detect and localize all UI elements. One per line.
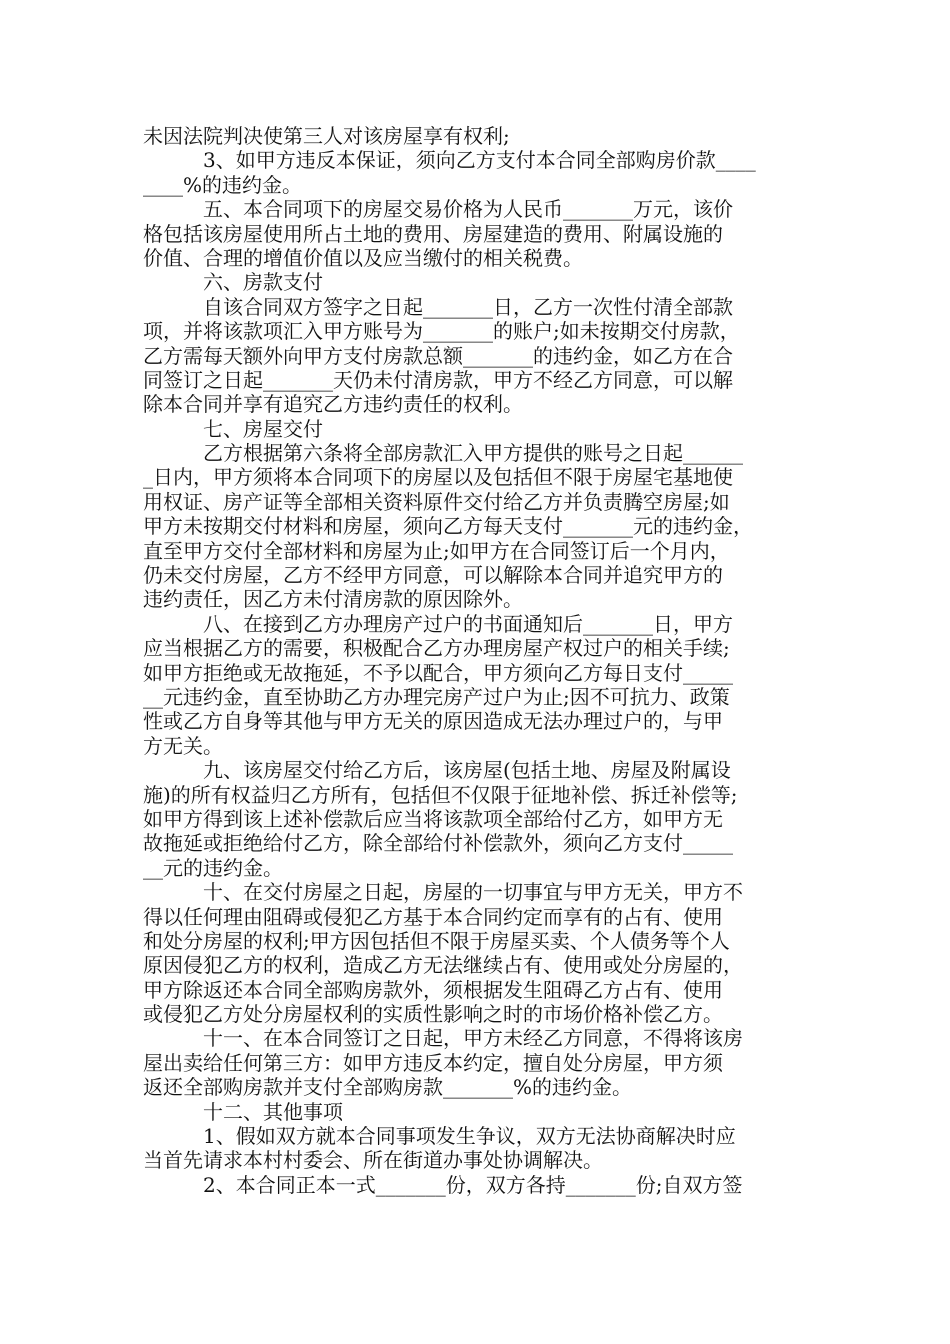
contract-text-body — [143, 124, 811, 1197]
contract-text-line: 施)的所有权益归乙方所有，包括但不仅限于征地补偿、拆迁补偿等; — [143, 782, 738, 807]
contract-text-line: 仍未交付房屋，乙方不经甲方同意，可以解除本合同并追究甲方的 — [143, 563, 723, 588]
contract-text-line: ____%的违约金。 — [143, 172, 303, 197]
contract-text-line: 违约责任，因乙方未付清房款的原因除外。 — [143, 587, 523, 612]
contract-text-line: 十一、在本合同签订之日起，甲方未经乙方同意，不得将该房 — [203, 1026, 743, 1051]
contract-text-line: 十二、其他事项 — [203, 1099, 343, 1124]
contract-text-line: 如甲方得到该上述补偿款后应当将该款项全部给付乙方，如甲方无 — [143, 806, 723, 831]
contract-text-line: 同签订之日起_______天仍未付清房款，甲方不经乙方同意，可以解 — [143, 367, 733, 392]
contract-text-line: _日内，甲方须将本合同项下的房屋以及包括但不限于房屋宅基地使 — [143, 465, 733, 490]
contract-text-line: __元的违约金。 — [143, 855, 283, 880]
contract-text-line: 用权证、房产证等全部相关资料原件交付给乙方并负责腾空房屋;如 — [143, 489, 730, 514]
contract-text-line: 价值、合理的增值价值以及应当缴付的相关税费。 — [143, 245, 583, 270]
contract-text-line: 得以任何理由阻碍或侵犯乙方基于本合同约定而享有的占有、使用 — [143, 904, 723, 929]
contract-text-line: 九、该房屋交付给乙方后，该房屋(包括土地、房屋及附属设 — [203, 758, 731, 783]
contract-text-line: 返还全部购房款并支付全部购房款_______%的违约金。 — [143, 1075, 633, 1100]
contract-text-line: 性或乙方自身等其他与甲方无关的原因造成无法办理过户的，与甲 — [143, 709, 723, 734]
contract-text-line: 方无关。 — [143, 733, 223, 758]
contract-text-line: 自该合同双方签字之日起_______日，乙方一次性付清全部款 — [203, 294, 733, 319]
contract-text-line: 3、如甲方违反本保证，须向乙方支付本合同全部购房价款____ — [203, 148, 756, 173]
contract-text-line: 乙方需每天额外向甲方支付房款总额_______的违约金，如乙方在合 — [143, 343, 733, 368]
contract-text-line: 或侵犯乙方处分房屋权利的实质性影响之时的市场价格补偿乙方。 — [143, 1002, 723, 1027]
contract-text-line: 故拖延或拒绝给付乙方，除全部给付补偿款外，须向乙方支付_____ — [143, 831, 733, 856]
contract-text-line: 五、本合同项下的房屋交易价格为人民币_______万元，该价 — [203, 197, 733, 222]
contract-text-line: 十、在交付房屋之日起，房屋的一切事宜与甲方无关，甲方不 — [203, 880, 743, 905]
contract-text-line: 七、房屋交付 — [203, 416, 323, 441]
contract-text-line: 六、房款支付 — [203, 270, 323, 295]
contract-text-line: 当首先请求本村村委会、所在街道办事处协调解决。 — [143, 1148, 603, 1173]
contract-text-line: 和处分房屋的权利;甲方因包括但不限于房屋买卖、个人债务等个人 — [143, 928, 730, 953]
contract-text-page — [143, 124, 811, 1197]
contract-text-line: 1、假如双方就本合同事项发生争议，双方无法协商解决时应 — [203, 1124, 736, 1149]
contract-text-line: 甲方除返还本合同全部购房款外，须根据发生阻碍乙方占有、使用 — [143, 977, 723, 1002]
contract-text-line: 项，并将该款项汇入甲方账号为_______的账户;如未按期交付房款， — [143, 319, 740, 344]
contract-text-line: __元违约金，直至协助乙方办理完房产过户为止;因不可抗力、政策 — [143, 684, 730, 709]
contract-text-line: 未因法院判决使第三人对该房屋享有权利; — [143, 124, 510, 148]
contract-text-line: 八、在接到乙方办理房产过户的书面通知后_______日，甲方 — [203, 611, 733, 636]
contract-text-line: 格包括该房屋使用所占土地的费用、房屋建造的费用、附属设施的 — [143, 221, 723, 246]
contract-text-line: 如甲方拒绝或无故拖延，不予以配合，甲方须向乙方每日支付_____ — [143, 660, 733, 685]
contract-text-line: 除本合同并享有追究乙方违约责任的权利。 — [143, 392, 523, 417]
contract-text-line: 应当根据乙方的需要，积极配合乙方办理房屋产权过户的相关手续; — [143, 636, 730, 661]
contract-text-line: 原因侵犯乙方的权利，造成乙方无法继续占有、使用或处分房屋的， — [143, 953, 743, 978]
contract-text-line: 2、本合同正本一式_______份，双方各持_______份;自双方签 — [203, 1172, 743, 1197]
contract-text-line: 直至甲方交付全部材料和房屋为止;如甲方在合同签订后一个月内， — [143, 538, 730, 563]
contract-text-line: 甲方未按期交付材料和房屋，须向乙方每天支付_______元的违约金， — [143, 514, 753, 539]
contract-text-line: 乙方根据第六条将全部房款汇入甲方提供的账号之日起______ — [203, 441, 743, 466]
contract-text-line: 屋出卖给任何第三方：如甲方违反本约定，擅自处分房屋，甲方须 — [143, 1050, 723, 1075]
